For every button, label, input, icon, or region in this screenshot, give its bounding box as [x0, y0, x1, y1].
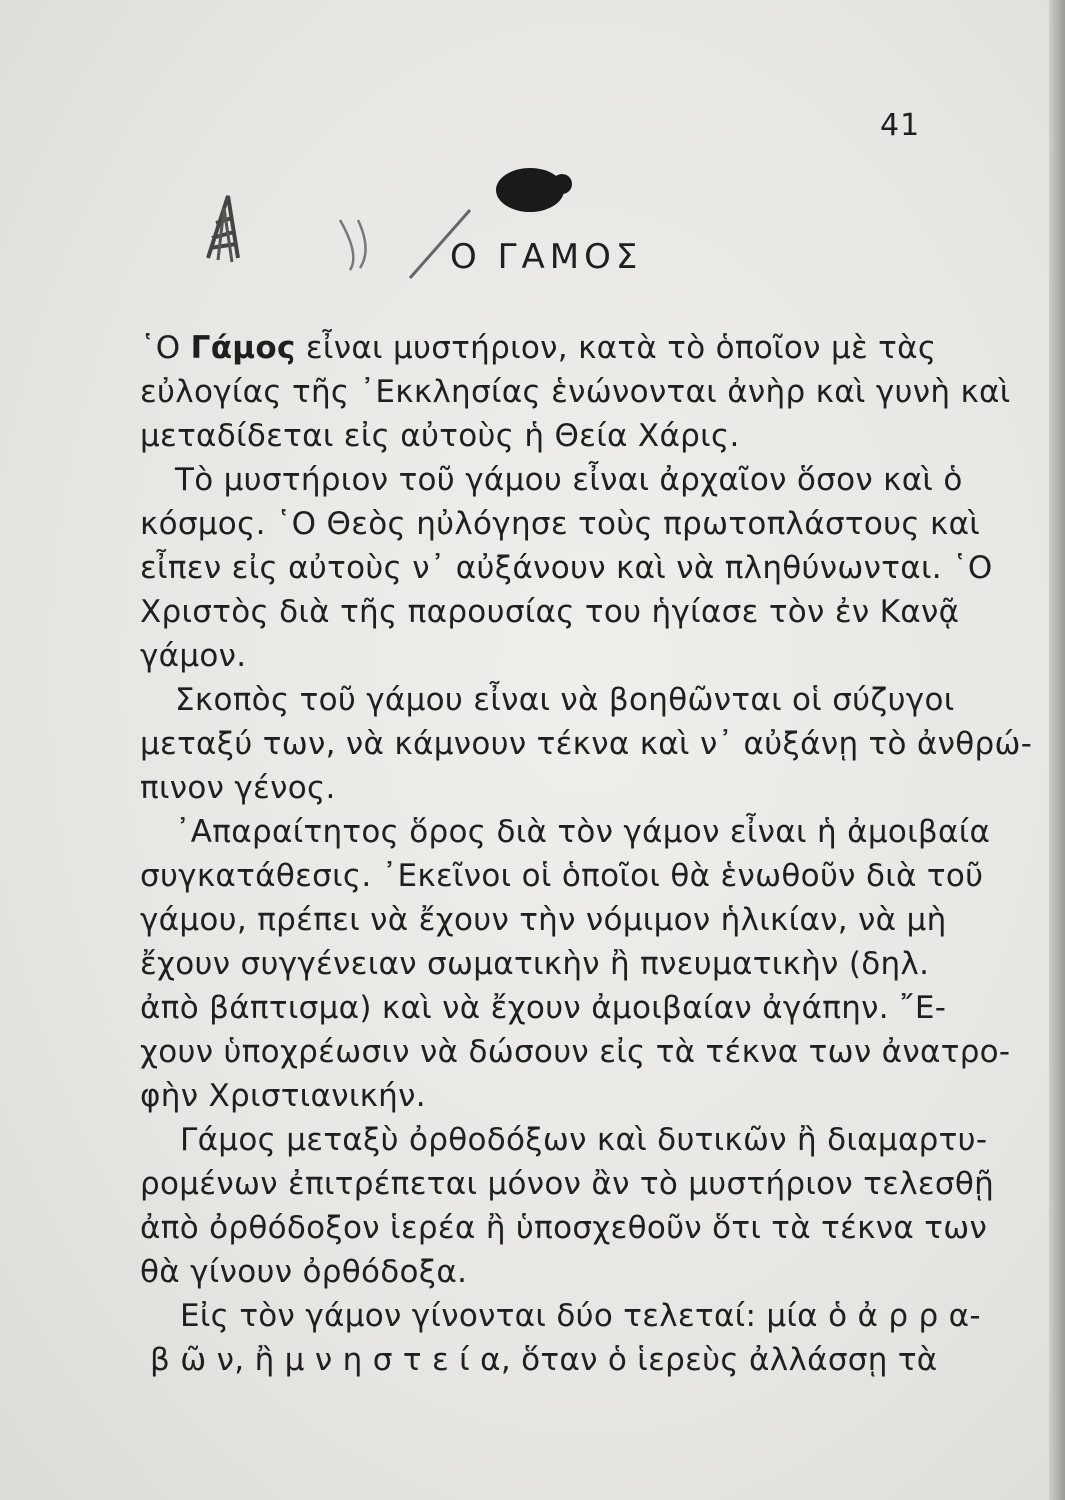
text-line-21: ἀπὸ ὀρθόδοξον ἱερέα ἢ ὑποσχεθοῦν ὅτι τὰ τέκνα των	[140, 1210, 988, 1246]
text-line-9: Σκοπὸς τοῦ γάμου εἶναι νὰ βοηθῶνται οἱ σύζυγοι	[175, 682, 955, 718]
text-line-23: Εἰς τὸν γάμον γίνονται δύο τελεταί: μία ὁ ἀ ρ ρ α-	[180, 1298, 981, 1334]
text-line-5: κόσμος. ῾Ο Θεὸς ηὐλόγησε τοὺς πρωτοπλάστους καὶ	[140, 506, 981, 542]
text-line-20: ρομένων ἐπιτρέπεται μόνον ἂν τὸ μυστήριον τελεσθῇ	[140, 1166, 995, 1202]
page-number: 41	[880, 108, 921, 143]
text-line-1	[140, 326, 960, 370]
text-line-22: θὰ γίνουν ὀρθόδοξα.	[140, 1254, 468, 1290]
text-line-12: ᾿Απαραίτητος ὅρος διὰ τὸν γάμον εἶναι ἡ ἀμοιβαία	[175, 814, 991, 850]
line-rest: εἶναι μυστήριον, κατὰ τὸ ὁποῖον μὲ τὰς	[295, 330, 937, 366]
line-lead: ῾Ο	[140, 330, 191, 366]
ink-scribble-mark	[198, 188, 278, 268]
text-line-14: γάμου, πρέπει νὰ ἔχουν τὴν νόμιμον ἡλικίαν, νὰ μὴ	[140, 902, 947, 938]
text-line-4: Τὸ μυστήριον τοῦ γάμου εἶναι ἀρχαῖον ὅσον καὶ ὁ	[175, 462, 963, 498]
text-line-13: συγκατάθεσις. ᾿Εκεῖνοι οἱ ὁποῖοι θὰ ἑνωθοῦν διὰ τοῦ	[140, 858, 984, 894]
text-line-24: β ῶ ν, ἢ μ ν η σ τ ε ί α, ὅταν ὁ ἱερεὺς ἀλλάσσῃ τὰ	[150, 1342, 938, 1378]
text-line-18: φὴν Χριστιανικήν.	[140, 1078, 426, 1114]
text-line-17: χουν ὑποχρέωσιν νὰ δώσουν εἰς τὰ τέκνα των ἀνατρο-	[140, 1034, 1011, 1070]
text-line-6: εἶπεν εἰς αὐτοὺς ν᾿ αὐξάνουν καὶ νὰ πληθύνωνται. ῾Ο	[140, 550, 993, 586]
text-line-16: ἀπὸ βάπτισμα) καὶ νὰ ἔχουν ἀμοιβαίαν ἀγάπην. ῎Ε-	[140, 990, 947, 1026]
text-line-3: μεταδίδεται εἰς αὐτοὺς ἡ Θεία Χάρις.	[140, 418, 740, 454]
text-line-7: Χριστὸς διὰ τῆς παρουσίας του ἡγίασε τὸν ἐν Κανᾷ	[140, 594, 960, 630]
chapter-title: Ο ΓΑΜΟΣ	[450, 236, 643, 277]
text-line-15: ἔχουν συγγένειαν σωματικὴν ἢ πνευματικὴν (δηλ.	[140, 946, 930, 982]
text-line-10: μεταξύ των, νὰ κάμνουν τέκνα καὶ ν᾿ αὐξάνῃ τὸ ἀνθρώ-	[140, 726, 1033, 762]
page-edge	[1049, 0, 1065, 1500]
text-line-8: γάμον.	[140, 638, 247, 674]
text-line-11: πινον γένος.	[140, 770, 336, 806]
text-line-2: εὐλογίας τῆς ᾿Εκκλησίας ἑνώνονται ἀνὴρ καὶ γυνὴ καὶ	[140, 374, 1011, 410]
text-line-19: Γάμος μεταξὺ ὀρθοδόξων καὶ δυτικῶν ἢ διαμαρτυ-	[180, 1122, 988, 1158]
bold-keyword: Γάμος	[190, 330, 296, 366]
